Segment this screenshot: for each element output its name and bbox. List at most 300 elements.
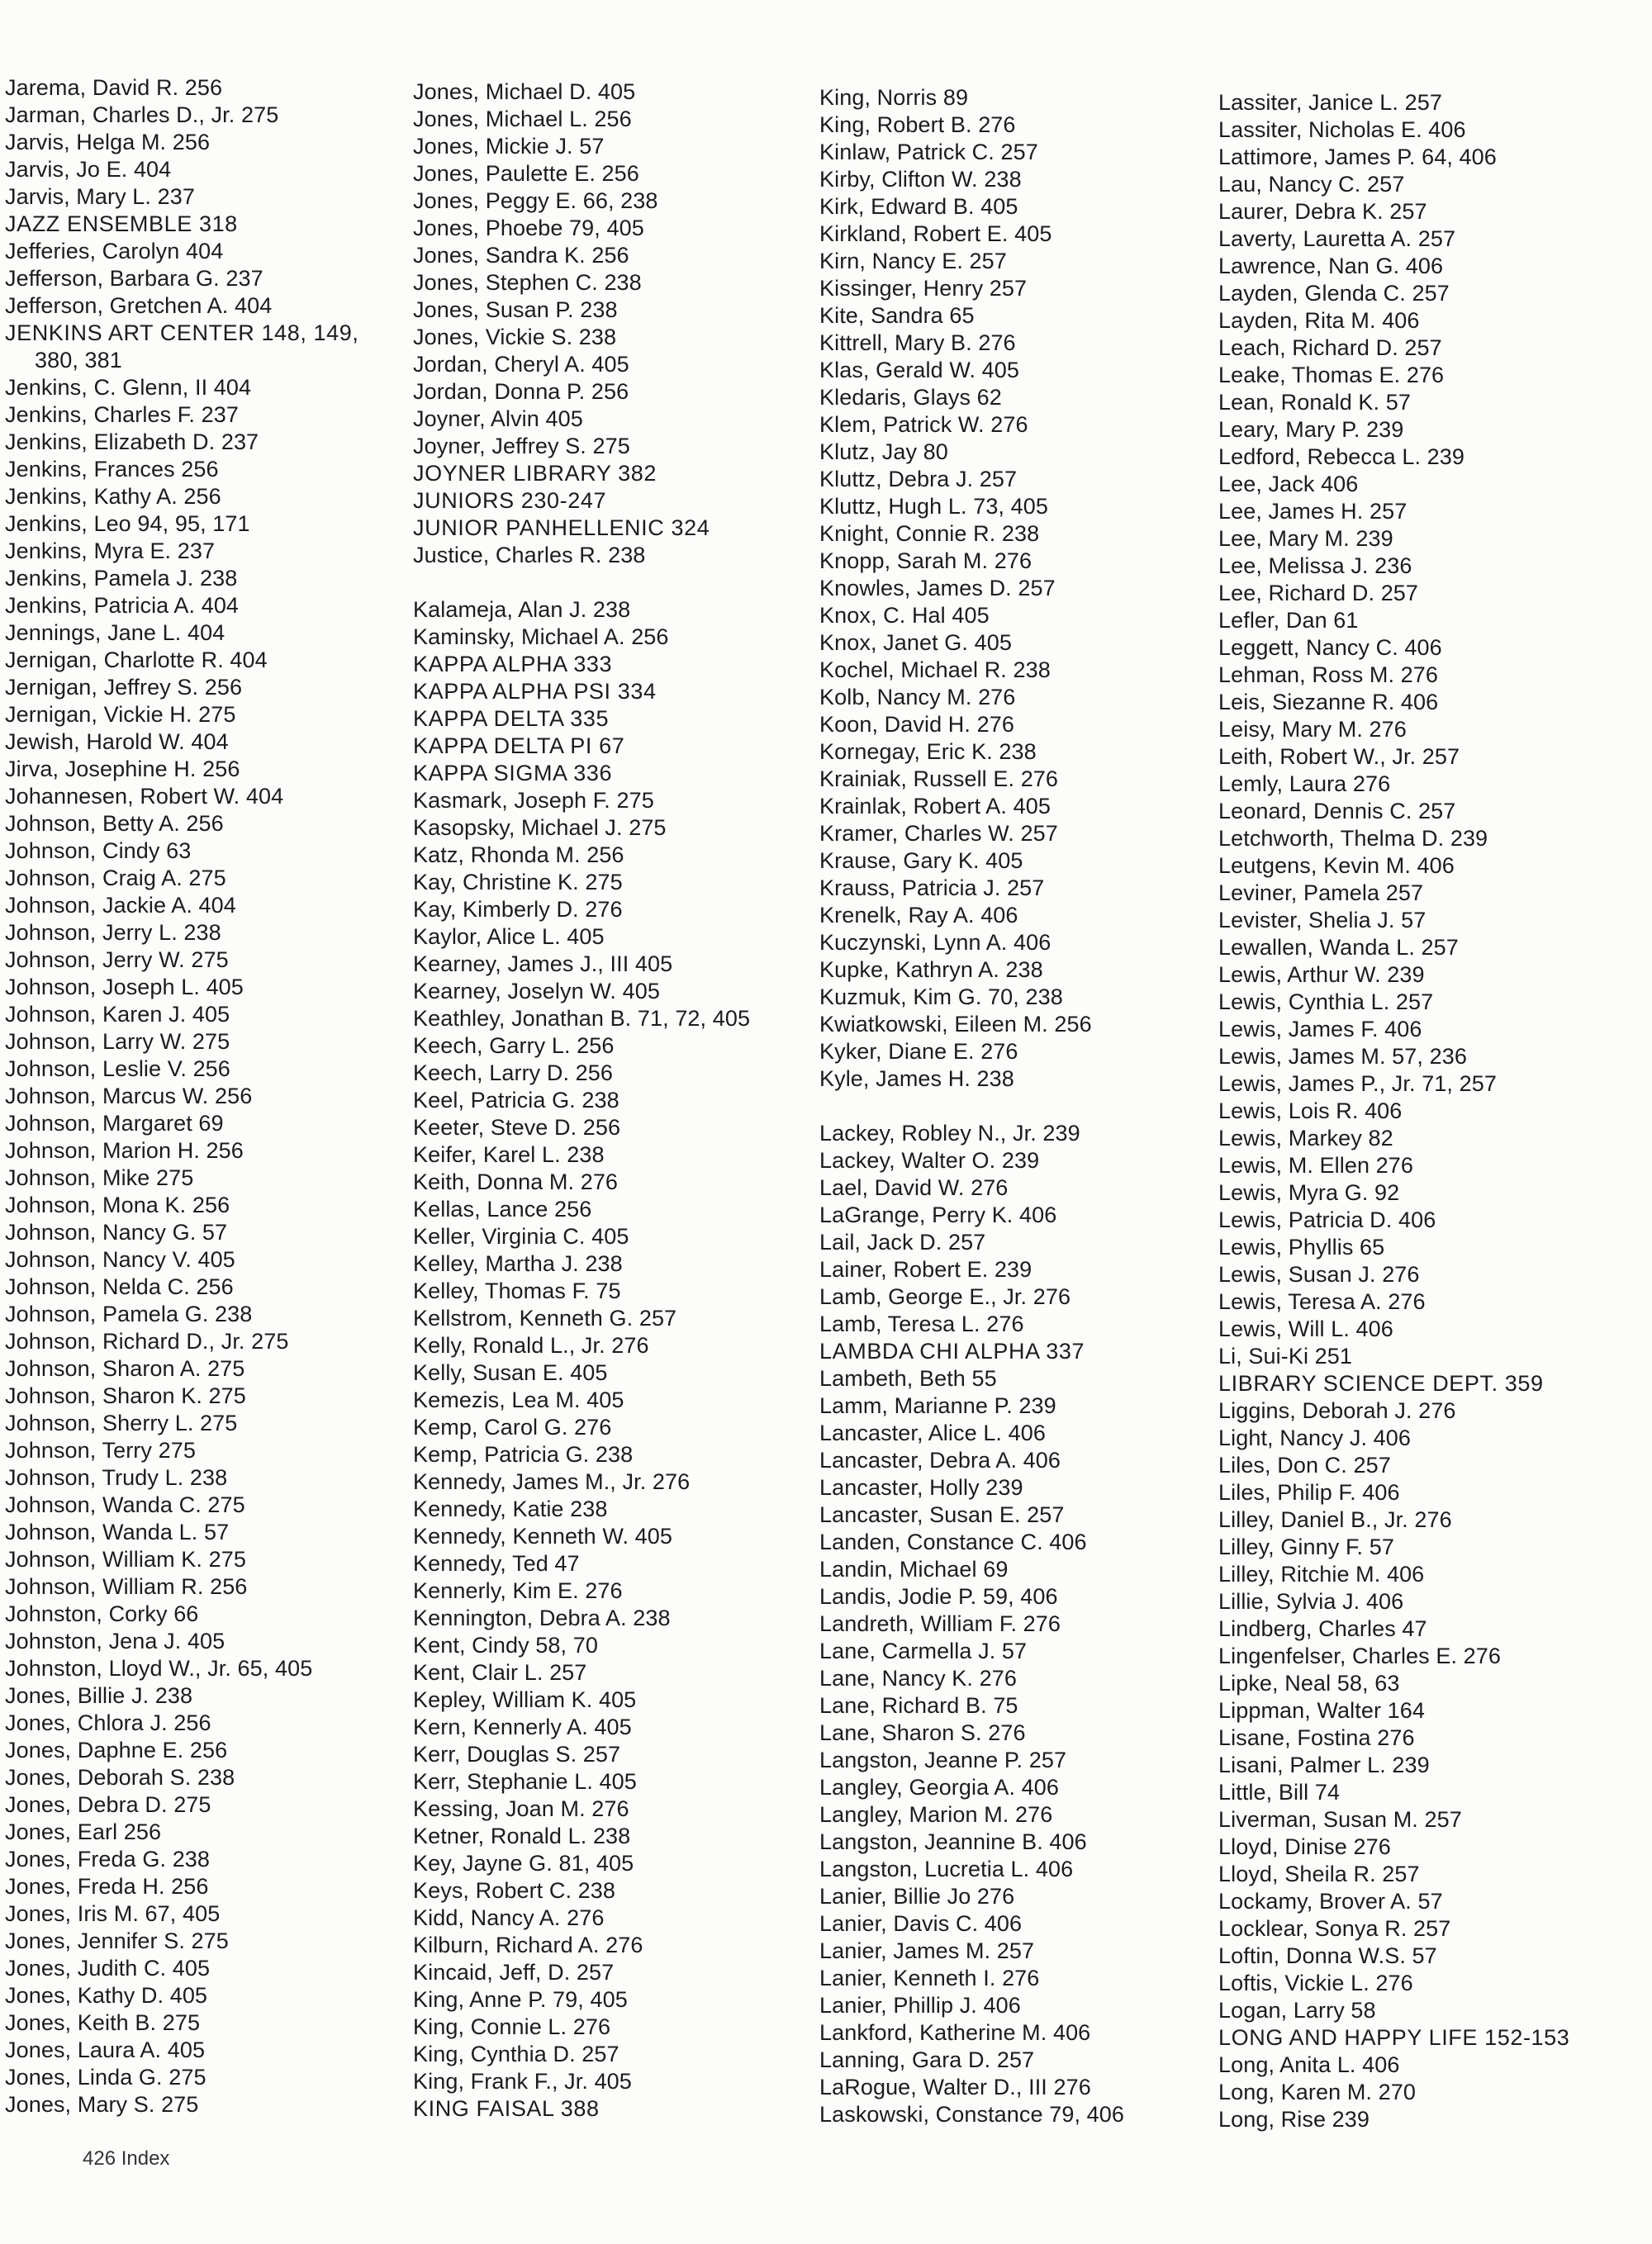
index-entry: Jirva, Josephine H. 256 — [5, 757, 240, 781]
index-entry: Jenkins, Myra E. 237 — [5, 538, 216, 563]
index-entry: Jennings, Jane L. 404 — [5, 620, 225, 645]
index-entry: Lattimore, James P. 64, 406 — [1218, 145, 1497, 169]
index-entry: Knight, Connie R. 238 — [819, 521, 1040, 546]
index-entry: Johannesen, Robert W. 404 — [5, 784, 284, 809]
index-entry: Johnson, Terry 275 — [5, 1438, 196, 1463]
index-entry: Kennedy, Katie 238 — [413, 1497, 608, 1521]
index-entry: Jernigan, Jeffrey S. 256 — [5, 675, 243, 700]
index-entry: Lanier, Phillip J. 406 — [819, 1993, 1021, 2018]
index-entry: Johnson, Wanda L. 57 — [5, 1520, 230, 1544]
index-entry: Jones, Laura A. 405 — [5, 2038, 206, 2062]
index-entry: Johnson, Nancy V. 405 — [5, 1247, 235, 1272]
index-entry: Leake, Thomas E. 276 — [1218, 363, 1445, 387]
index-entry: Kerr, Douglas S. 257 — [413, 1742, 621, 1767]
index-entry: Lanier, Kenneth I. 276 — [819, 1966, 1040, 1990]
section-gap — [819, 1093, 1208, 1120]
index-entry: LIBRARY SCIENCE DEPT. 359 — [1218, 1371, 1544, 1396]
index-entry: Jewish, Harold W. 404 — [5, 729, 229, 754]
index-entry: Locklear, Sonya R. 257 — [1218, 1916, 1451, 1941]
index-entry: Kennedy, Ted 47 — [413, 1551, 580, 1576]
index-entry: Kissinger, Henry 257 — [819, 276, 1028, 301]
index-entry: Landin, Michael 69 — [819, 1557, 1009, 1582]
index-entry: Lewis, Lois R. 406 — [1218, 1098, 1403, 1123]
index-entry: Langston, Lucretia L. 406 — [819, 1857, 1074, 1881]
index-entry: Jarvis, Helga M. 256 — [5, 130, 211, 154]
index-entry: Kramer, Charles W. 257 — [819, 821, 1058, 846]
index-entry: Jordan, Cheryl A. 405 — [413, 352, 629, 377]
index-entry: Keller, Virginia C. 405 — [413, 1224, 629, 1249]
index-entry: Kearney, James J., III 405 — [413, 951, 673, 976]
index-entry: LONG AND HAPPY LIFE 152-153 — [1218, 2025, 1570, 2050]
index-entry: Johnson, Sherry L. 275 — [5, 1411, 238, 1435]
index-entry: Lanning, Gara D. 257 — [819, 2047, 1035, 2072]
index-entry: Jenkins, Charles F. 237 — [5, 402, 239, 427]
index-entry: Jones, Chlora J. 256 — [5, 1710, 211, 1735]
index-entry: Kelley, Thomas F. 75 — [413, 1279, 621, 1303]
index-entry: Jones, Mary S. 275 — [5, 2092, 199, 2117]
index-entry: Lewis, Phyllis 65 — [1218, 1235, 1385, 1260]
index-entry: Johnson, Marion H. 256 — [5, 1138, 244, 1163]
index-entry: Lanier, Davis C. 406 — [819, 1911, 1023, 1936]
index-entry: Liles, Don C. 257 — [1218, 1453, 1391, 1478]
index-column-3 — [819, 84, 1208, 2128]
index-entry: Lassiter, Nicholas E. 406 — [1218, 117, 1466, 142]
index-entry: Kaylor, Alice L. 405 — [413, 924, 605, 949]
index-entry: Liles, Philip F. 406 — [1218, 1480, 1400, 1505]
index-entry: JUNIOR PANHELLENIC 324 — [413, 515, 710, 540]
index-entry: Jenkins, Pamela J. 238 — [5, 566, 238, 591]
index-entry: Johnston, Jena J. 405 — [5, 1629, 225, 1653]
index-entry: Kaminsky, Michael A. 256 — [413, 624, 669, 649]
index-entry: Kuzmuk, Kim G. 70, 238 — [819, 984, 1063, 1009]
index-entry: Lisane, Fostina 276 — [1218, 1725, 1415, 1750]
index-entry: King, Robert B. 276 — [819, 112, 1016, 137]
index-entry: JOYNER LIBRARY 382 — [413, 461, 657, 486]
index-entry: Johnson, Jerry W. 275 — [5, 947, 229, 972]
index-entry: Klutz, Jay 80 — [819, 439, 948, 464]
index-entry: Lisani, Palmer L. 239 — [1218, 1753, 1430, 1777]
index-entry: Jones, Keith B. 275 — [5, 2010, 201, 2035]
index-entry: Lassiter, Janice L. 257 — [1218, 90, 1442, 115]
index-entry: Lloyd, Sheila R. 257 — [1218, 1862, 1420, 1886]
index-entry: Jones, Peggy E. 66, 238 — [413, 188, 658, 213]
index-entry: Leach, Richard D. 257 — [1218, 335, 1442, 360]
index-entry: Lee, Jack 406 — [1218, 472, 1359, 496]
index-entry: Kepley, William K. 405 — [413, 1687, 637, 1712]
index-entry: Lemly, Laura 276 — [1218, 771, 1391, 796]
index-entry: Kilburn, Richard A. 276 — [413, 1933, 643, 1957]
index-entry: Johnson, Larry W. 275 — [5, 1029, 230, 1054]
index-entry: Kincaid, Jeff, D. 257 — [413, 1960, 615, 1985]
index-entry: Knox, Janet G. 405 — [819, 630, 1012, 655]
index-entry: Landis, Jodie P. 59, 406 — [819, 1584, 1058, 1609]
index-entry: Jarvis, Jo E. 404 — [5, 157, 172, 182]
index-entry: Kyker, Diane E. 276 — [819, 1039, 1018, 1064]
index-entry: Jones, Phoebe 79, 405 — [413, 216, 644, 240]
index-entry: Jefferies, Carolyn 404 — [5, 239, 224, 263]
index-entry: LaRogue, Walter D., III 276 — [819, 2075, 1091, 2099]
index-entry: Lippman, Walter 164 — [1218, 1698, 1426, 1723]
index-entry: Liverman, Susan M. 257 — [1218, 1807, 1462, 1832]
index-entry: Knox, C. Hal 405 — [819, 603, 990, 628]
index-entry: Lefler, Dan 61 — [1218, 608, 1359, 633]
index-entry: Kerr, Stephanie L. 405 — [413, 1769, 637, 1794]
index-column-1 — [5, 74, 393, 2118]
index-entry: Ketner, Ronald L. 238 — [413, 1824, 631, 1848]
index-entry: Jones, Vickie S. 238 — [413, 325, 617, 349]
index-entry: Lackey, Robley N., Jr. 239 — [819, 1121, 1080, 1146]
index-entry: Lancaster, Susan E. 257 — [819, 1502, 1065, 1527]
index-entry: Johnson, Joseph L. 405 — [5, 975, 244, 999]
index-entry: Jones, Susan P. 238 — [413, 297, 618, 322]
index-entry: Justice, Charles R. 238 — [413, 543, 646, 567]
index-entry: Long, Karen M. 270 — [1218, 2080, 1416, 2104]
index-entry: Kyle, James H. 238 — [819, 1066, 1014, 1091]
index-entry: Long, Rise 239 — [1218, 2107, 1370, 2132]
index-entry: Kirn, Nancy E. 257 — [819, 249, 1007, 273]
index-entry: Lee, Mary M. 239 — [1218, 526, 1393, 551]
index-entry: Kirk, Edward B. 405 — [819, 194, 1018, 219]
index-entry: Lewis, Myra G. 92 — [1218, 1180, 1400, 1205]
index-entry: Lane, Richard B. 75 — [819, 1693, 1018, 1718]
index-column-2 — [413, 78, 801, 2123]
index-entry: JUNIORS 230-247 — [413, 488, 607, 513]
index-entry: Kasmark, Joseph F. 275 — [413, 788, 654, 813]
index-entry: Jones, Mickie J. 57 — [413, 134, 605, 159]
index-entry: Johnson, Wanda C. 275 — [5, 1492, 245, 1517]
index-entry: Kupke, Kathryn A. 238 — [819, 957, 1043, 982]
index-entry: Kennedy, James M., Jr. 276 — [413, 1469, 691, 1494]
index-entry: Light, Nancy J. 406 — [1218, 1426, 1412, 1450]
index-entry: Kemp, Patricia G. 238 — [413, 1442, 634, 1467]
index-entry: Lamm, Marianne P. 239 — [819, 1393, 1056, 1418]
index-entry: Jones, Michael L. 256 — [413, 107, 632, 131]
index-entry: Laurer, Debra K. 257 — [1218, 199, 1427, 224]
index-entry: Jones, Linda G. 275 — [5, 2065, 206, 2090]
index-entry: Johnston, Lloyd W., Jr. 65, 405 — [5, 1656, 313, 1681]
index-entry: Kearney, Joselyn W. 405 — [413, 979, 660, 1003]
index-entry: Lloyd, Dinise 276 — [1218, 1834, 1391, 1859]
index-entry: Johnson, Margaret 69 — [5, 1111, 224, 1136]
index-entry: Jones, Judith C. 405 — [5, 1956, 211, 1981]
index-entry: Kasopsky, Michael J. 275 — [413, 815, 667, 840]
index-entry: Lanier, James M. 257 — [819, 1938, 1035, 1963]
index-entry: Li, Sui-Ki 251 — [1218, 1344, 1352, 1369]
index-entry: Lamb, Teresa L. 276 — [819, 1312, 1024, 1336]
index-entry: Lewis, Cynthia L. 257 — [1218, 989, 1434, 1014]
index-entry: Lancaster, Holly 239 — [819, 1475, 1023, 1500]
index-entry: Joyner, Alvin 405 — [413, 406, 583, 431]
index-entry: Kern, Kennerly A. 405 — [413, 1715, 632, 1739]
index-entry: Kuczynski, Lynn A. 406 — [819, 930, 1051, 955]
index-entry: 380, 381 — [35, 348, 122, 372]
index-entry: Lewis, James P., Jr. 71, 257 — [1218, 1071, 1497, 1096]
index-entry: Lackey, Walter O. 239 — [819, 1148, 1040, 1173]
index-entry: Kornegay, Eric K. 238 — [819, 739, 1037, 764]
index-entry: Jones, Freda H. 256 — [5, 1874, 209, 1899]
index-entry: Loftis, Vickie L. 276 — [1218, 1971, 1413, 1995]
index-entry: KAPPA SIGMA 336 — [413, 761, 613, 785]
index-entry: Jordan, Donna P. 256 — [413, 379, 629, 404]
index-entry: Kluttz, Hugh L. 73, 405 — [819, 494, 1048, 519]
index-entry: Kelley, Martha J. 238 — [413, 1251, 623, 1276]
index-entry: Jones, Debra D. 275 — [5, 1792, 211, 1817]
index-entry: Jenkins, Kathy A. 256 — [5, 484, 221, 509]
index-entry: King, Frank F., Jr. 405 — [413, 2069, 632, 2094]
index-entry: Keeter, Steve D. 256 — [413, 1115, 621, 1140]
index-entry: Lehman, Ross M. 276 — [1218, 662, 1439, 687]
index-entry: Layden, Rita M. 406 — [1218, 308, 1420, 333]
index-entry: Laskowski, Constance 79, 406 — [819, 2102, 1125, 2127]
index-entry: Liggins, Deborah J. 276 — [1218, 1398, 1456, 1423]
index-entry: Lewis, Markey 82 — [1218, 1126, 1393, 1150]
index-entry: Johnson, Nancy G. 57 — [5, 1220, 228, 1245]
index-entry: Lewis, M. Ellen 276 — [1218, 1153, 1414, 1178]
index-entry: Lael, David W. 276 — [819, 1175, 1009, 1200]
index-entry: KAPPA DELTA PI 67 — [413, 733, 625, 758]
index-entry: Johnson, Sharon A. 275 — [5, 1356, 245, 1381]
index-entry: Jones, Paulette E. 256 — [413, 161, 639, 186]
index-entry: Johnson, Pamela G. 238 — [5, 1302, 253, 1326]
index-entry: Ledford, Rebecca L. 239 — [1218, 444, 1465, 469]
index-entry: Lewis, James F. 406 — [1218, 1017, 1422, 1041]
index-entry: LAMBDA CHI ALPHA 337 — [819, 1339, 1085, 1364]
index-entry: Leggett, Nancy C. 406 — [1218, 635, 1442, 660]
index-entry: Lainer, Robert E. 239 — [819, 1257, 1032, 1282]
index-entry: Krainiak, Russell E. 276 — [819, 766, 1059, 791]
index-entry: Johnson, Nelda C. 256 — [5, 1274, 234, 1299]
index-entry: Jefferson, Gretchen A. 404 — [5, 293, 273, 318]
index-entry: Johnson, Jackie A. 404 — [5, 893, 236, 918]
page-footer: 426 Index — [83, 2147, 170, 2170]
index-entry: Johnson, Leslie V. 256 — [5, 1056, 230, 1081]
index-entry: King, Connie L. 276 — [413, 2014, 611, 2039]
index-entry: Jones, Kathy D. 405 — [5, 1983, 208, 2008]
index-entry: Lingenfelser, Charles E. 276 — [1218, 1644, 1502, 1668]
index-entry: Kent, Cindy 58, 70 — [413, 1633, 598, 1658]
index-entry: Long, Anita L. 406 — [1218, 2052, 1400, 2077]
index-entry: Johnson, William R. 256 — [5, 1574, 248, 1599]
index-entry: Langley, Georgia A. 406 — [819, 1775, 1060, 1800]
index-entry: KING FAISAL 388 — [413, 2096, 600, 2121]
index-entry: Leisy, Mary M. 276 — [1218, 717, 1407, 742]
index-entry: Lewis, Will L. 406 — [1218, 1317, 1393, 1341]
index-entry: Kellstrom, Kenneth G. 257 — [413, 1306, 677, 1331]
index-entry: JENKINS ART CENTER 148, 149, — [5, 320, 359, 345]
index-column-4 — [1218, 89, 1648, 2133]
index-entry: Lankford, Katherine M. 406 — [819, 2020, 1091, 2045]
index-entry: Lane, Carmella J. 57 — [819, 1639, 1028, 1663]
index-entry: KAPPA DELTA 335 — [413, 706, 610, 731]
index-entry: Leis, Siezanne R. 406 — [1218, 690, 1439, 714]
index-entry: Lane, Sharon S. 276 — [819, 1720, 1026, 1745]
index-entry: Kellas, Lance 256 — [413, 1197, 592, 1222]
index-entry: Lewis, Teresa A. 276 — [1218, 1289, 1426, 1314]
index-entry: KAPPA ALPHA 333 — [413, 652, 613, 676]
index-entry: Jenkins, Leo 94, 95, 171 — [5, 511, 250, 536]
index-entry: Lewis, James M. 57, 236 — [1218, 1044, 1467, 1069]
index-entry: Keys, Robert C. 238 — [413, 1878, 616, 1903]
index-entry: Keech, Garry L. 256 — [413, 1033, 615, 1058]
index-entry: Knopp, Sarah M. 276 — [819, 548, 1032, 573]
index-entry: Jenkins, Elizabeth D. 237 — [5, 429, 259, 454]
index-entry: Kennington, Debra A. 238 — [413, 1606, 671, 1630]
index-entry: Kledaris, Glays 62 — [819, 385, 1002, 410]
index-entry: Krauss, Patricia J. 257 — [819, 875, 1045, 900]
index-entry: Jernigan, Vickie H. 275 — [5, 702, 236, 727]
index-entry: Krainlak, Robert A. 405 — [819, 794, 1051, 818]
index-entry: Kalameja, Alan J. 238 — [413, 597, 631, 622]
index-entry: Johnson, Trudy L. 238 — [5, 1465, 228, 1490]
index-entry: Kay, Kimberly D. 276 — [413, 897, 623, 922]
index-entry: Leviner, Pamela 257 — [1218, 880, 1424, 905]
index-entry: King, Cynthia D. 257 — [413, 2042, 620, 2066]
index-entry: Jarman, Charles D., Jr. 275 — [5, 102, 279, 127]
index-entry: Jones, Freda G. 238 — [5, 1847, 211, 1872]
index-entry: Lancaster, Debra A. 406 — [819, 1448, 1061, 1473]
index-entry: Joyner, Jeffrey S. 275 — [413, 434, 630, 458]
index-entry: Lambeth, Beth 55 — [819, 1366, 997, 1391]
index-entry: Kirby, Clifton W. 238 — [819, 167, 1022, 192]
index-entry: Lockamy, Brover A. 57 — [1218, 1889, 1443, 1914]
index-entry: Jones, Stephen C. 238 — [413, 270, 642, 295]
index-entry: Layden, Glenda C. 257 — [1218, 281, 1450, 306]
index-entry: Knowles, James D. 257 — [819, 576, 1056, 600]
index-entry: Jarvis, Mary L. 237 — [5, 184, 195, 209]
index-entry: Kite, Sandra 65 — [819, 303, 975, 328]
index-entry: Lindberg, Charles 47 — [1218, 1616, 1427, 1641]
index-entry: Little, Bill 74 — [1218, 1780, 1341, 1805]
index-entry: Langston, Jeannine B. 406 — [819, 1829, 1087, 1854]
index-entry: Krause, Gary K. 405 — [819, 848, 1023, 873]
index-entry: Letchworth, Thelma D. 239 — [1218, 826, 1488, 851]
index-entry: Kolb, Nancy M. 276 — [819, 685, 1016, 709]
index-entry: Lilley, Ginny F. 57 — [1218, 1535, 1394, 1559]
index-entry: Jones, Daphne E. 256 — [5, 1738, 228, 1762]
index-entry: Koon, David H. 276 — [819, 712, 1014, 737]
index-entry: Krenelk, Ray A. 406 — [819, 903, 1018, 927]
index-entry: Lipke, Neal 58, 63 — [1218, 1671, 1400, 1696]
index-entry: King, Norris 89 — [819, 85, 969, 110]
index-entry: Lee, Melissa J. 236 — [1218, 553, 1412, 578]
index-entry: Levister, Shelia J. 57 — [1218, 908, 1427, 932]
index-entry: Kent, Clair L. 257 — [413, 1660, 587, 1685]
index-entry: Klas, Gerald W. 405 — [819, 358, 1020, 382]
index-entry: Johnson, Mona K. 256 — [5, 1193, 230, 1217]
index-entry: KAPPA ALPHA PSI 334 — [413, 679, 657, 704]
index-entry: Kay, Christine K. 275 — [413, 870, 623, 894]
index-entry: Johnston, Corky 66 — [5, 1601, 199, 1626]
index-entry: Johnson, Craig A. 275 — [5, 866, 226, 890]
index-entry: King, Anne P. 79, 405 — [413, 1987, 628, 2012]
index-entry: Jarema, David R. 256 — [5, 75, 223, 100]
index-entry: Kirkland, Robert E. 405 — [819, 221, 1052, 246]
index-entry: Kidd, Nancy A. 276 — [413, 1905, 605, 1930]
index-entry: Klem, Patrick W. 276 — [819, 412, 1028, 437]
index-entry: Langley, Marion M. 276 — [819, 1802, 1053, 1827]
index-entry: Lancaster, Alice L. 406 — [819, 1421, 1046, 1445]
index-entry: Landen, Constance C. 406 — [819, 1530, 1087, 1554]
index-entry: Keel, Patricia G. 238 — [413, 1088, 620, 1113]
index-entry: Langston, Jeanne P. 257 — [819, 1748, 1067, 1772]
index-entry: Johnson, Richard D., Jr. 275 — [5, 1329, 289, 1354]
index-entry: Kennerly, Kim E. 276 — [413, 1578, 623, 1603]
index-entry: Lee, Richard D. 257 — [1218, 581, 1419, 605]
index-entry: Leonard, Dennis C. 257 — [1218, 799, 1456, 823]
index-entry: Jenkins, Frances 256 — [5, 457, 219, 482]
index-entry: Keathley, Jonathan B. 71, 72, 405 — [413, 1006, 751, 1031]
section-gap — [413, 569, 801, 596]
index-entry: Johnson, Cindy 63 — [5, 838, 192, 863]
index-entry: Lean, Ronald K. 57 — [1218, 390, 1411, 415]
index-entry: Jones, Earl 256 — [5, 1819, 162, 1844]
index-entry: Keifer, Karel L. 238 — [413, 1142, 605, 1167]
index-entry: Kwiatkowski, Eileen M. 256 — [819, 1012, 1092, 1037]
index-entry: Kessing, Joan M. 276 — [413, 1796, 629, 1821]
index-entry: Lilley, Daniel B., Jr. 276 — [1218, 1507, 1452, 1532]
index-entry: Kittrell, Mary B. 276 — [819, 330, 1016, 355]
index-entry: Lanier, Billie Jo 276 — [819, 1884, 1015, 1909]
index-entry: Laverty, Lauretta A. 257 — [1218, 226, 1456, 251]
index-entry: Johnson, Betty A. 256 — [5, 811, 224, 836]
index-entry: Kemezis, Lea M. 405 — [413, 1388, 624, 1412]
index-entry: Jones, Michael D. 405 — [413, 79, 636, 104]
index-entry: Katz, Rhonda M. 256 — [413, 842, 624, 867]
index-entry: Lilley, Ritchie M. 406 — [1218, 1562, 1425, 1587]
index-entry: Johnson, Sharon K. 275 — [5, 1383, 246, 1408]
index-entry: Jones, Iris M. 67, 405 — [5, 1901, 221, 1926]
index-entry: Landreth, William F. 276 — [819, 1611, 1061, 1636]
index-entry: Lawrence, Nan G. 406 — [1218, 254, 1444, 278]
index-entry: Jones, Deborah S. 238 — [5, 1765, 235, 1790]
index-entry: Jenkins, C. Glenn, II 404 — [5, 375, 252, 400]
index-entry: Leary, Mary P. 239 — [1218, 417, 1404, 442]
index-entry: Keith, Donna M. 276 — [413, 1169, 619, 1194]
index-entry: Lewis, Arthur W. 239 — [1218, 962, 1425, 987]
index-entry: Kluttz, Debra J. 257 — [819, 467, 1018, 491]
index-entry: Lee, James H. 257 — [1218, 499, 1408, 524]
index-entry: Kinlaw, Patrick C. 257 — [819, 140, 1038, 164]
index-entry: LaGrange, Perry K. 406 — [819, 1203, 1057, 1227]
index-entry: Johnson, Karen J. 405 — [5, 1002, 230, 1027]
index-entry: Kennedy, Kenneth W. 405 — [413, 1524, 673, 1549]
index-entry: Leutgens, Kevin M. 406 — [1218, 853, 1455, 878]
index-entry: Lamb, George E., Jr. 276 — [819, 1284, 1071, 1309]
index-entry: Jones, Sandra K. 256 — [413, 243, 629, 268]
index-entry: Johnson, Mike 275 — [5, 1165, 194, 1190]
index-entry: Lau, Nancy C. 257 — [1218, 172, 1405, 197]
index-entry: Kelly, Susan E. 405 — [413, 1360, 608, 1385]
index-entry: Kochel, Michael R. 238 — [819, 657, 1051, 682]
index-entry: Jefferson, Barbara G. 237 — [5, 266, 263, 291]
index-entry: Lewallen, Wanda L. 257 — [1218, 935, 1459, 960]
index-entry: Johnson, Jerry L. 238 — [5, 920, 221, 945]
index-entry: Kelly, Ronald L., Jr. 276 — [413, 1333, 649, 1358]
index-entry: Logan, Larry 58 — [1218, 1998, 1376, 2023]
index-entry: Johnson, William K. 275 — [5, 1547, 246, 1572]
index-entry: Keech, Larry D. 256 — [413, 1060, 614, 1085]
index-entry: Lillie, Sylvia J. 406 — [1218, 1589, 1404, 1614]
index-entry: JAZZ ENSEMBLE 318 — [5, 211, 238, 236]
index-entry: Kemp, Carol G. 276 — [413, 1415, 612, 1440]
index-entry: Jones, Jennifer S. 275 — [5, 1929, 229, 1953]
index-entry: Jernigan, Charlotte R. 404 — [5, 648, 268, 672]
index-entry: Lewis, Patricia D. 406 — [1218, 1207, 1436, 1232]
index-entry: Lail, Jack D. 257 — [819, 1230, 986, 1255]
index-entry: Lane, Nancy K. 276 — [819, 1666, 1017, 1691]
index-entry: Leith, Robert W., Jr. 257 — [1218, 744, 1460, 769]
index-entry: Jones, Billie J. 238 — [5, 1683, 193, 1708]
